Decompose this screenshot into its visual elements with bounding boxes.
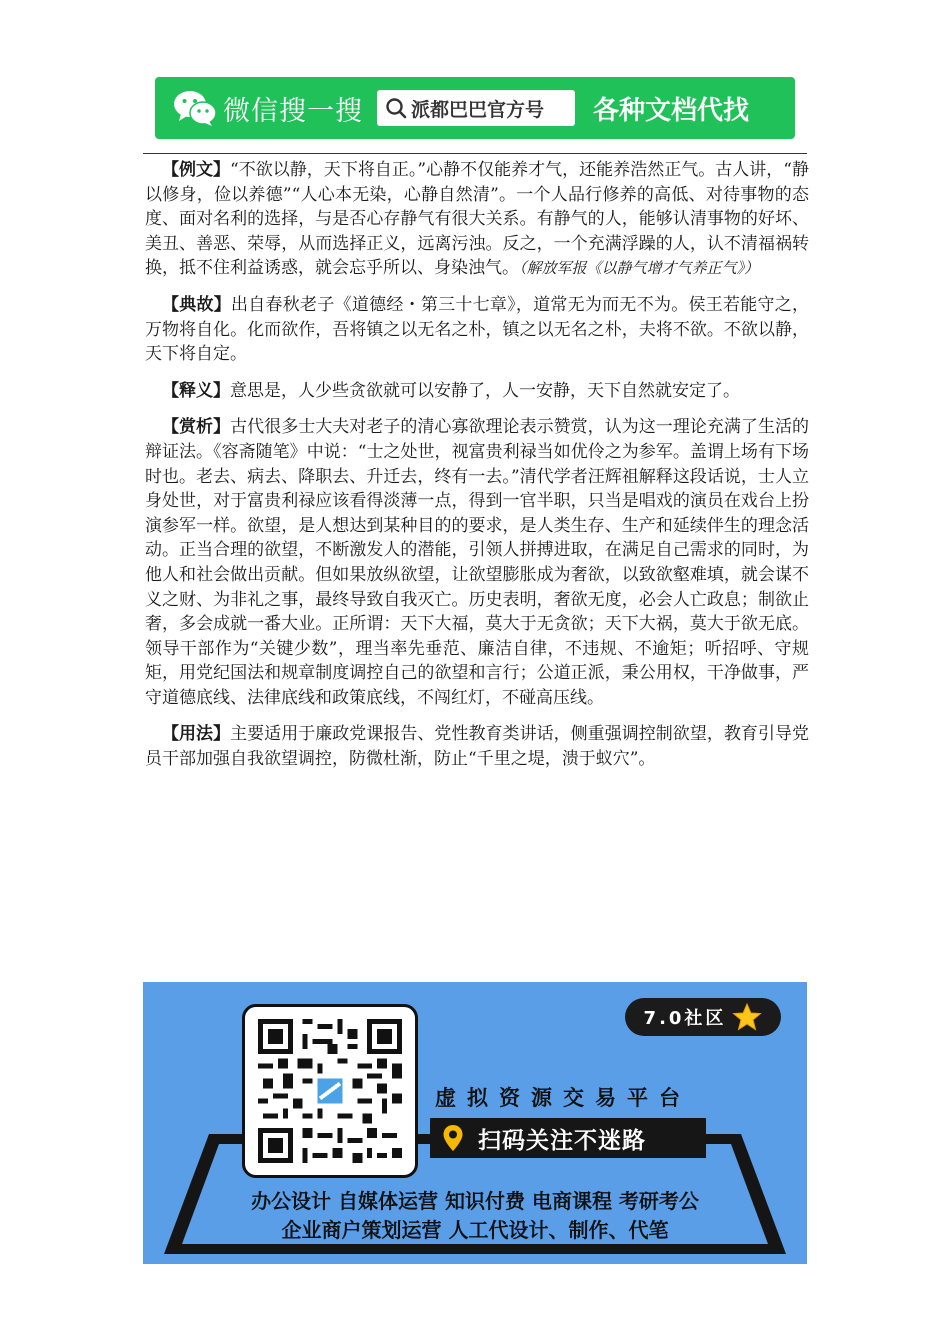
qr-code-card[interactable] xyxy=(242,1004,418,1178)
paragraph-analysis xyxy=(145,415,809,710)
meaning-text: 意思是，人少些贪欲就可以安静了，人一安静，天下自然就安定了。 xyxy=(230,380,740,401)
wechat-search-banner[interactable] xyxy=(155,77,795,139)
paragraph-meaning xyxy=(145,379,809,404)
example-text: “不欲以静，天下将自正。”心静不仅能养才气，还能养浩然正气。古人讲，“静以修身，俭以养德”“人心本无染，心静自然清”。一个人品行修养的高低、对待事物的态度、面对名利的选择，与是否心存静气有很大关系。有静气的人，能够认清事物的好坏、美丑、善恶、荣辱，从而选择正义，远离污浊。反之，一个充满浮躁的人，认不清福祸转换，抵不住利益诱惑，就会忘乎所以、身染浊气。 xyxy=(145,160,809,279)
article-body xyxy=(145,158,809,784)
header-divider xyxy=(143,153,807,154)
location-pin-icon xyxy=(442,1124,464,1152)
search-text: 派都巴巴官方号 xyxy=(411,98,545,121)
community-badge xyxy=(625,998,781,1036)
services-line-2: 企业商户策划运营 人工代设计、制作、代笔 xyxy=(281,1218,669,1242)
tag-meaning: 【释义】 xyxy=(162,380,230,401)
search-box[interactable] xyxy=(377,90,575,126)
follow-text: 扫码关注不迷路 xyxy=(478,1127,646,1154)
services-line-1: 办公设计 自媒体运营 知识付费 电商课程 考研考公 xyxy=(251,1189,699,1213)
search-icon xyxy=(385,97,407,119)
tag-analysis: 【赏析】 xyxy=(162,417,231,438)
follow-call-to-action[interactable] xyxy=(430,1118,706,1158)
paragraph-example xyxy=(145,158,809,281)
wechat-icon xyxy=(173,89,217,127)
allusion-text: 出自春秋老子《道德经・第三十七章》，道常无为而无不为。侯王若能守之，万物将自化。化而欲作，吾将镇之以无名之朴，镇之以无名之朴，夫将不欲。不欲以静，天下将自定。 xyxy=(145,294,810,365)
analysis-text: 古代很多士大夫对老子的清心寡欲理论表示赞赏，认为这一理论充满了生活的辩证法。《容斋随笔》中说：“士之处世，视富贵利禄当如优伶之为参军。盖谓上场有下场时也。老去、病去、降职去、升迁去，终有一去。”清代学者汪辉祖解释这段话说，士人立身处世，对于富贵利禄应该看得淡薄一点，得到一官半职，只当是唱戏的演员在戏台上扮演参军一样。欲望，是人想达到某种目的的要求，是人类生存、生产和延续伴生的理念活动。正当合理的欲望，不断激发人的潜能，引领人拼搏进取，在满足自己需求的同时，为他人和社会做出贡献。但如果放纵欲望，让欲望膨胀成为奢欲，以致欲壑难填，就会谋不义之财、为非礼之事，最终导致自我灭亡。历史表明，奢欲无度，必会人亡政息；制欲止奢，多会成就一番大业。正所谓：天下大福，莫大于无贪欲；天下大祸，莫大于欲无底。领导干部作为“关键少数”，理当率先垂范、廉洁自律，不违规、不逾矩；听招呼、守规矩，用党纪国法和规章制度调控自己的欲望和言行；公道正派，秉公用权，干净做事，严守道德底线、法律底线和政策底线，不闯红灯，不碰高压线。 xyxy=(145,417,809,708)
promo-ad-banner[interactable] xyxy=(143,982,807,1264)
paragraph-usage xyxy=(145,722,809,771)
tag-usage: 【用法】 xyxy=(162,724,231,745)
qr-code-icon xyxy=(258,1019,402,1163)
platform-title: 虚拟资源交易平台 xyxy=(435,1086,691,1110)
banner-left-text: 微信搜一搜 xyxy=(223,95,363,127)
banner-right-text: 各种文档代找 xyxy=(593,95,750,126)
community-badge-text: 7.0社区 xyxy=(643,1008,727,1029)
star-icon xyxy=(732,1002,762,1032)
tag-allusion: 【典故】 xyxy=(162,294,232,315)
usage-text: 主要适用于廉政党课报告、党性教育类讲话，侧重强调控制欲望，教育引导党员干部加强自我欲望调控，防微杜渐，防止“千里之堤，溃于蚁穴”。 xyxy=(145,724,809,770)
tag-example: 【例文】 xyxy=(162,160,231,180)
paragraph-allusion xyxy=(145,293,809,367)
example-source: （解放军报《以静气增才气养正气》） xyxy=(519,259,760,278)
